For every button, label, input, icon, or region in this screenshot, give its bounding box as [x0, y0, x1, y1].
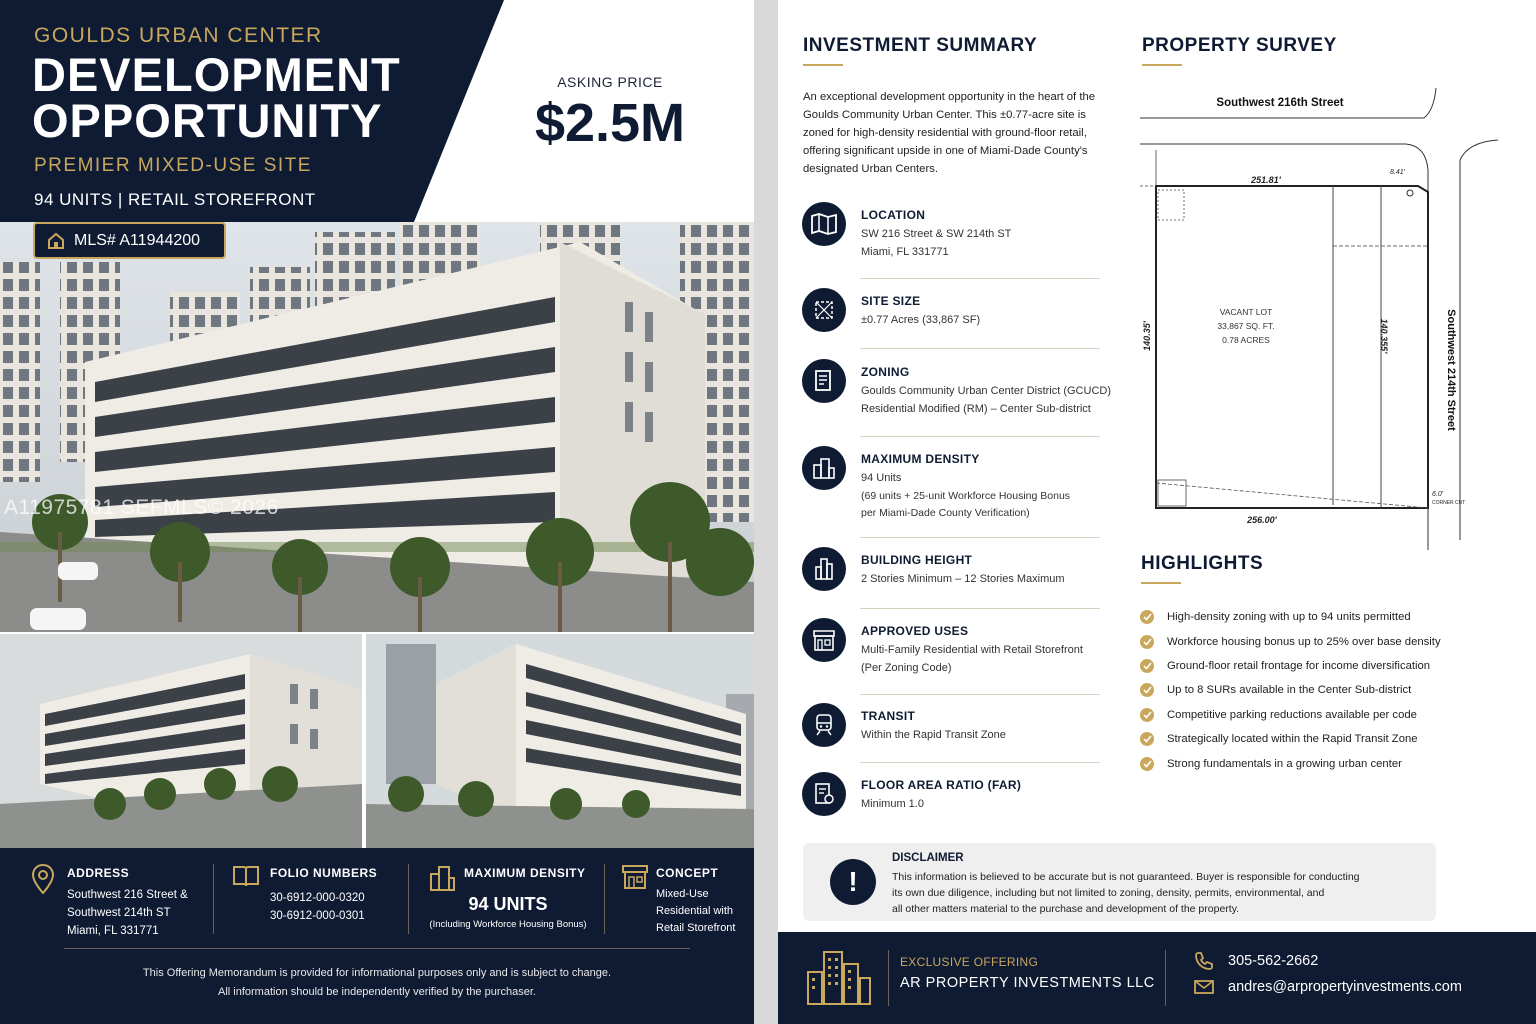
feature-line: 2 Stories Minimum – 12 Stories Maximum [861, 573, 1065, 585]
asking-price-value: $2.5M [534, 93, 686, 153]
survey-bottom-dimension: 256.00' [1247, 515, 1277, 525]
info-divider [604, 864, 605, 934]
site-size-icon [812, 298, 836, 322]
feature-separator [860, 278, 1100, 279]
address-title: ADDRESS [67, 866, 130, 880]
contact-footer [778, 932, 1536, 1024]
feature-separator [860, 537, 1100, 538]
headline [32, 48, 452, 147]
mls-watermark: A11975781 SEFMLS© 2026 [4, 496, 279, 519]
email-contact[interactable] [1194, 979, 1462, 995]
folio-number-1: 30-6912-000-0320 [270, 892, 365, 904]
check-icon [1140, 732, 1154, 746]
house-icon [47, 232, 65, 250]
map-icon [811, 213, 837, 235]
disclaimer-line-2: its own due diligence, including but not limited to zoning, density, permits, environmental, and [892, 887, 1325, 899]
feature-title: BUILDING HEIGHT [861, 553, 973, 567]
highlight-text: High-density zoning with up to 94 units permitted [1167, 611, 1411, 624]
feature-separator [860, 694, 1100, 695]
investment-summary-title: INVESTMENT SUMMARY [803, 35, 1038, 56]
highlight-text: Up to 8 SURs available in the Center Sub-district [1167, 684, 1412, 697]
feature-icon-circle [802, 288, 846, 332]
disclaimer-text [892, 869, 1412, 917]
feature-line: Within the Rapid Transit Zone [861, 729, 1006, 741]
info-divider [213, 864, 214, 934]
company-buildings-logo-icon [804, 948, 874, 1006]
feature-title: SITE SIZE [861, 294, 921, 308]
feature-line: Goulds Community Urban Center District (GCUCD) [861, 385, 1111, 397]
folio-numbers [270, 889, 420, 925]
feature-line: 94 Units [861, 472, 902, 484]
memorandum-disclaimer-line-2: All information should be independently verified by the purchaser. [218, 986, 536, 998]
feature-title: ZONING [861, 365, 910, 379]
check-icon [1140, 610, 1154, 624]
folio-number-2: 30-6912-000-0301 [270, 910, 365, 922]
concept-line-1: Mixed-Use [656, 888, 709, 900]
folio-title: FOLIO NUMBERS [270, 866, 378, 880]
disclaimer-line-3: all other matters material to the purchase and development of the property. [892, 903, 1240, 915]
check-icon [1140, 635, 1154, 649]
phone-number[interactable]: 305-562-2662 [1228, 953, 1319, 969]
disclaimer-title: DISCLAIMER [892, 852, 964, 864]
mls-badge [33, 222, 226, 259]
concept-line-3: Retail Storefront [656, 922, 736, 934]
concept-title: CONCEPT [656, 866, 719, 880]
survey-corner-dimension: 6.0' [1432, 491, 1444, 498]
investment-summary-intro: An exceptional development opportunity in the heart of the Goulds Community Urban Center. This ±0.77-acre site is zoned for high-density residential with ground-floor retail, offering significant upside in one of Miami-Dade County's designated Urban Centers. [803, 91, 1096, 175]
building-rendering-main [0, 222, 754, 632]
concept-text [656, 886, 754, 937]
highlights-title: HIGHLIGHTS [1141, 553, 1264, 574]
folio-book-icon [232, 864, 260, 888]
list-item [1140, 605, 1441, 629]
feature-separator [860, 436, 1100, 437]
feature-separator [860, 762, 1100, 763]
subheadline: PREMIER MIXED-USE SITE [34, 155, 312, 176]
feature-title: APPROVED USES [861, 624, 969, 638]
density-note: (Including Workforce Housing Bonus) [429, 919, 587, 930]
survey-lot-area: 33,867 SQ. FT. [1217, 321, 1275, 331]
gold-rule [803, 64, 843, 66]
feature-icon-circle [802, 703, 846, 747]
list-item [1140, 654, 1441, 678]
far-document-icon [813, 782, 835, 806]
feature-title: TRANSIT [861, 709, 916, 723]
feature-icon-circle [802, 359, 846, 403]
headline-line-2: OPPORTUNITY [32, 94, 383, 147]
phone-icon [1194, 951, 1214, 971]
headline-line-1: DEVELOPMENT [32, 48, 401, 101]
feature-icon-circle [802, 202, 846, 246]
info-rule [64, 948, 690, 949]
disclaimer-line-1: This information is believed to be accurate but is not guaranteed. Buyer is responsible for conducting [892, 871, 1360, 883]
feature-line: Miami, FL 331771 [861, 245, 949, 258]
check-icon [1140, 708, 1154, 722]
exclamation-icon: ! [830, 859, 876, 905]
eyebrow-title: GOULDS URBAN CENTER [34, 24, 323, 47]
memorandum-disclaimer-line-1: This Offering Memorandum is provided for informational purposes only and is subject to change. [142, 967, 612, 979]
survey-street-right: Southwest 214th Street [1445, 309, 1457, 431]
feature-detail [861, 796, 1131, 814]
feature-line: (69 units + 25-unit Workforce Housing Bonus [861, 489, 1071, 502]
email-icon [1194, 979, 1214, 995]
feature-detail [861, 383, 1131, 418]
feature-line: Multi-Family Residential with Retail Storefront [861, 644, 1083, 656]
feature-line: Residential Modified (RM) – Center Sub-district [861, 402, 1091, 415]
highlight-text: Ground-floor retail frontage for income diversification [1167, 659, 1431, 672]
feature-title: FLOOR AREA RATIO (FAR) [861, 778, 1022, 792]
feature-line: per Miami-Dade County Verification) [861, 507, 1030, 519]
check-icon [1140, 683, 1154, 697]
tower-icon [812, 557, 836, 581]
feature-line: SW 216 Street & SW 214th ST [861, 228, 1012, 240]
train-icon [813, 713, 835, 737]
feature-line: ±0.77 Acres (33,867 SF) [861, 314, 981, 326]
email-address[interactable]: andres@arpropertyinvestments.com [1228, 979, 1462, 995]
exclusive-offering-label: EXCLUSIVE OFFERING [900, 955, 1039, 969]
property-survey-title: PROPERTY SURVEY [1142, 35, 1337, 56]
survey-lot-acres: 0.78 ACRES [1222, 335, 1270, 345]
location-pin-icon [32, 864, 54, 894]
footer-divider [888, 950, 889, 1006]
list-item [1140, 751, 1441, 775]
memorandum-disclaimer [0, 964, 754, 1002]
survey-lot-label: VACANT LOT [1219, 307, 1273, 317]
concept-line-2: Residential with [656, 905, 734, 917]
storefront-icon [812, 629, 836, 651]
info-divider [408, 864, 409, 934]
zoning-document-icon [813, 369, 835, 393]
buildings-icon [812, 456, 836, 480]
check-icon [1140, 757, 1154, 771]
list-item [1140, 678, 1441, 702]
highlights-list [1140, 605, 1441, 776]
feature-icon-circle [802, 446, 846, 490]
address-line-1: Southwest 216 Street & [67, 889, 188, 901]
list-item [1140, 703, 1441, 727]
feature-line: (Per Zoning Code) [861, 661, 952, 674]
survey-street-top: Southwest 216th Street [1216, 97, 1344, 109]
address-line-3: Miami, FL 331771 [67, 925, 159, 937]
survey-top-corner-dimension: 8.41' [1390, 169, 1405, 176]
highlight-text: Strong fundamentals in a growing urban center [1167, 757, 1402, 770]
survey-right-dimension: 140.355' [1379, 318, 1389, 354]
feature-icon-circle [802, 547, 846, 591]
check-icon [1140, 659, 1154, 673]
company-name: AR PROPERTY INVESTMENTS LLC [900, 975, 1155, 991]
feature-icon-circle [802, 772, 846, 816]
feature-title: LOCATION [861, 208, 926, 222]
building-rendering-side [0, 634, 362, 848]
address-text [67, 886, 217, 940]
footer-divider [1165, 950, 1166, 1006]
list-item [1140, 727, 1441, 751]
highlight-text: Strategically located within the Rapid Transit Zone [1167, 733, 1418, 746]
feature-title: MAXIMUM DENSITY [861, 452, 980, 466]
survey-corner-note: CORNER CUT [1432, 500, 1466, 506]
feature-detail [861, 470, 1131, 523]
gold-rule [1141, 582, 1181, 584]
feature-detail [861, 312, 1131, 330]
disclaimer-box [803, 843, 1436, 921]
gold-rule [1142, 64, 1182, 66]
phone-contact[interactable] [1194, 951, 1318, 971]
survey-top-dimension: 251.81' [1251, 175, 1281, 185]
storefront-icon [621, 864, 649, 890]
density-value: 94 UNITS [468, 894, 548, 914]
property-survey-drawing [1138, 80, 1518, 550]
feature-detail [861, 642, 1131, 677]
feature-detail [861, 571, 1131, 589]
building-rendering-corner [366, 634, 754, 848]
brochure-front-page [0, 0, 754, 1024]
list-item [1140, 629, 1441, 653]
mls-number: MLS# A11944200 [74, 231, 201, 249]
feature-line: Minimum 1.0 [861, 798, 924, 810]
highlight-text: Workforce housing bonus up to 25% over base density [1167, 635, 1441, 648]
density-title: MAXIMUM DENSITY [464, 866, 586, 880]
feature-icon-circle [802, 618, 846, 662]
feature-detail [861, 226, 1131, 261]
survey-left-dimension: 140.35' [1142, 321, 1152, 351]
brochure-back-page [778, 0, 1536, 1024]
feature-detail [861, 727, 1131, 745]
address-line-2: Southwest 214th ST [67, 907, 171, 919]
asking-price-label: ASKING PRICE [557, 74, 663, 90]
units-summary: 94 UNITS | RETAIL STOREFRONT [34, 190, 316, 209]
property-info-band [0, 848, 754, 1024]
feature-separator [860, 608, 1100, 609]
feature-separator [860, 348, 1100, 349]
highlight-text: Competitive parking reductions available per code [1167, 708, 1417, 721]
